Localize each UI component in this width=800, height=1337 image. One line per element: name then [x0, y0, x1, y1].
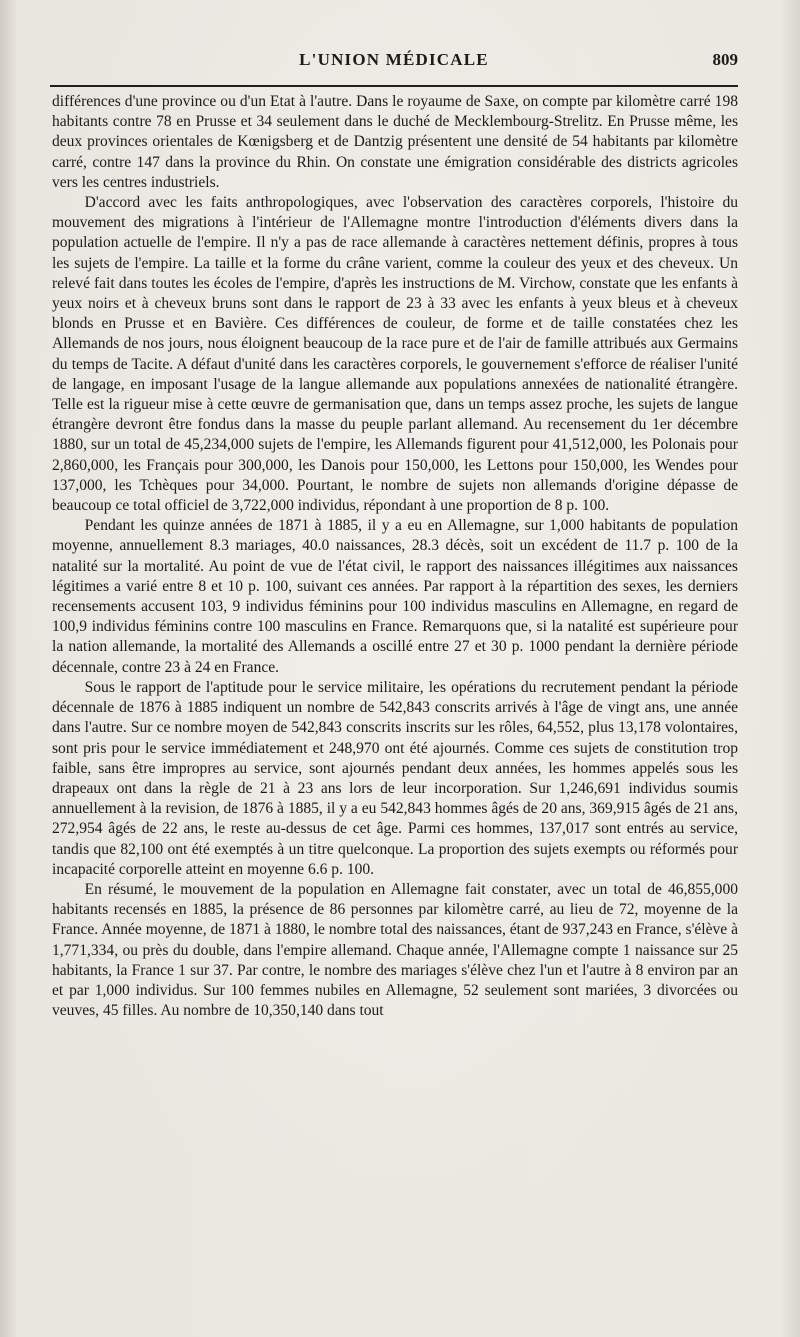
page-header: [50, 44, 738, 84]
paragraph: D'accord avec les faits anthropologiques, avec l'observation des caractères corporels, l'histoire du mouvement des migrations à l'intérieur de l'Allemagne montre l'introduction d'éléments divers dans la population actuelle de l'empire. Il n'y a pas de race allemande à caractères nettement définis, propres à tous les sujets de l'empire. La taille et la forme du crâne varient, comme la couleur des yeux et des cheveux. Un relevé fait dans toutes les écoles de l'empire, d'après les instructions de M. Virchow, constate que les enfants à yeux noirs et à cheveux bruns sont dans le rapport de 23 à 33 avec les enfants à yeux bleus et à cheveux blonds en Prusse et en Bavière. Ces différences de couleur, de forme et de taille constatées chez les Allemands de nos jours, nous éloignent beaucoup de la race pure et de l'air de famille attribués aux Germains du temps de Tacite. A défaut d'unité dans les caractères corporels, le gouvernement s'efforce de réaliser l'unité de langage, en imposant l'usage de la langue allemande aux populations annexées de nationalité étrangère. Telle est la rigueur mise à cette œuvre de germanisation que, dans un temps assez proche, les sujets de langue étrangère devront être fondus dans la masse du peuple parlant allemand. Au recensement du 1er décembre 1880, sur un total de 45,234,000 sujets de l'empire, les Allemands figurent pour 41,512,000, les Polonais pour 2,860,000, les Français pour 300,000, les Danois pour 150,000, les Lettons pour 150,000, les Wendes pour 137,000, les Tchèques pour 34,000. Pourtant, le nombre de sujets non allemands d'origine dépasse de beaucoup ce total officiel de 3,722,000 individus, répondant à une proportion de 8 p. 100.: [52, 194, 738, 515]
paragraph: différences d'une province ou d'un Etat à l'autre. Dans le royaume de Saxe, on compte par kilomètre carré 198 habitants contre 78 en Prusse et 34 seulement dans le duché de Mecklembourg-Strelitz. En Prusse même, les deux provinces orientales de Kœnigsberg et de Dantzig présentent une densité de 54 habitants par kilomètre carré, contre 147 dans la province du Rhin. On constate une émigration considérable des districts agricoles vers les centres industriels.: [52, 93, 738, 191]
journal-title: L'UNION MÉDICALE: [299, 50, 489, 69]
article-body: [52, 92, 738, 1021]
paragraph: Pendant les quinze années de 1871 à 1885, il y a eu en Allemagne, sur 1,000 habitants de population moyenne, annuellement 8.3 mariages, 40.0 naissances, 28.3 décès, soit un excédent de 11.7 p. 100 de la natalité sur la mortalité. Au point de vue de l'état civil, le rapport des naissances illégitimes aux naissances légitimes a varié entre 8 et 10 p. 100, suivant ces années. Par rapport à la répartition des sexes, les derniers recensements accusent 103, 9 individus féminins pour 100 individus masculins en Allemagne, en regard de 100,9 individus féminins contre 100 masculins en France. Remarquons que, si la natalité est supérieure pour la nation allemande, la mortalité des Allemands a oscillé entre 27 et 30 p. 1000 pendant la dernière période décennale, contre 23 à 24 en France.: [52, 517, 738, 676]
paragraph: Sous le rapport de l'aptitude pour le service militaire, les opérations du recrutement pendant la période décennale de 1876 à 1885 indiquent un nombre de 542,843 conscrits arrivés à l'âge de vingt ans, une année dans l'autre. Sur ce nombre moyen de 542,843 conscrits inscrits sur les rôles, 64,552, plus 13,178 volontaires, sont pris pour le service immédiatement et 248,970 ont été ajournés. Comme ces sujets de constitution trop faible, sans être impropres au service, sont ajournés pendant deux années, les hommes appelés sous les drapeaux ont dans la règle de 21 à 23 ans lors de leur incorporation. Sur 1,246,691 individus soumis annuellement à la revision, de 1876 à 1885, il y a eu 542,843 hommes âgés de 20 ans, 369,915 âgés de 21 ans, 272,954 âgés de 22 ans, le reste au-dessus de cet âge. Parmi ces hommes, 137,017 sont entrés au service, tandis que 82,100 ont été exemptés à un titre quelconque. La proportion des sujets exempts ou réformés pour incapacité corporelle atteint en moyenne 6.6 p. 100.: [52, 678, 738, 878]
header-rule: [50, 85, 738, 87]
paragraph: En résumé, le mouvement de la population en Allemagne fait constater, avec un total de 46,855,000 habitants recensés en 1885, la présence de 86 personnes par kilomètre carré, au lieu de 72, moyenne de la France. Année moyenne, de 1871 à 1880, le nombre total des naissances, étant de 937,243 en France, s'élève à 1,771,334, ou près du double, dans l'empire allemand. Chaque année, l'Allemagne compte 1 naissance sur 25 habitants, la France 1 sur 37. Par contre, le nombre des mariages s'élève chez l'un et l'autre à 8 environ par an et par 1,000 individus. Sur 100 femmes nubiles en Allemagne, 52 seulement sont mariées, 3 divorcées ou veuves, 45 filles. Au nombre de 10,350,140 dans tout: [52, 880, 738, 1020]
page-number: 809: [712, 50, 738, 69]
